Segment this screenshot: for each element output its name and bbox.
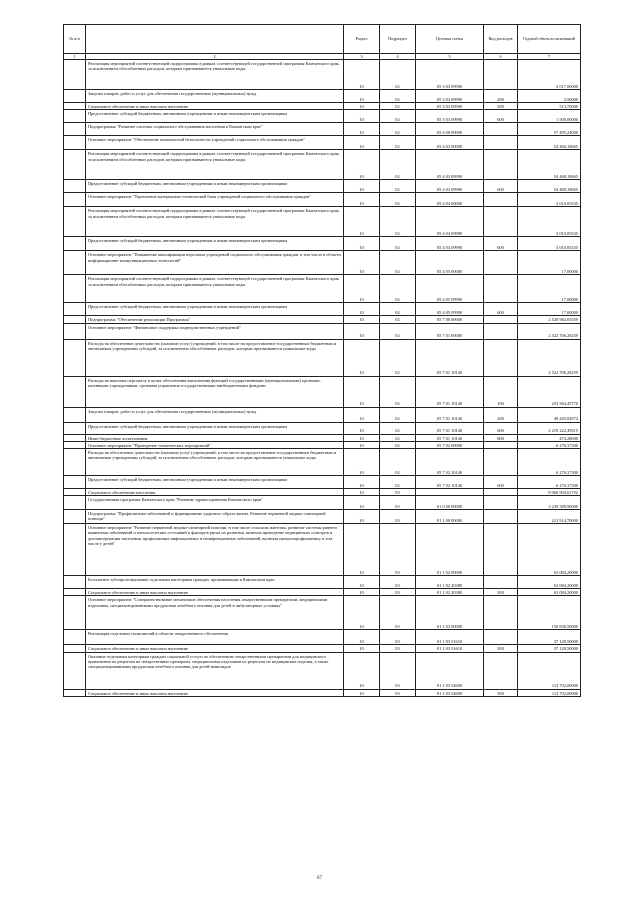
cell-name: Реализация мероприятий соответствующей подпрограммы в рамках соответствующей государственной программы Камчатского края, за исключением обособленных расходов, которым присваиваются уникальные коды [86,60,344,90]
cell-razdel: 10 [344,339,380,376]
table-row [64,323,581,339]
header-number: 2 [86,54,344,60]
cell-podrazdel: 02 [380,193,416,207]
cell-target-article: 01 1 03 54600 [416,652,484,689]
cell-razdel: 10 [344,576,380,589]
cell-amount: 3 010,05335 [518,237,581,251]
cell-name: Социальное обеспечение и иные выплаты населению [86,589,344,596]
cell-target-article: 01 1 02 20380 [416,589,484,596]
table-row [64,103,581,110]
cell-name: Подпрограмма "Обеспечение реализации Программы" [86,316,344,323]
cell-name: Реализация отдельных полномочий в области лекарственного обеспечения [86,630,344,645]
cell-podrazdel: 03 [380,652,416,689]
cell-name: Социальное обеспечение и иные выплаты населению [86,689,344,696]
page-number: 67 [317,876,322,881]
table-row [64,589,581,596]
cell-expense-type: 600 [484,303,518,316]
table-row [64,510,581,524]
cell-name: Основное мероприятие "Развитие первичной медико-санитарной помощи, в том числе сельским жителям, развитие системы раннего выявления заболеваний и патологических состояний и факторов риска их развития, включая проведение медицинских осмотров и диспансеризации населения, профилактика инфекционных и неинфекционных заболеваний, включая иммунопрофилактику, в том числе у детей" [86,524,344,576]
cell-amount: 113 702,00000 [518,652,581,689]
cell-num [64,476,86,489]
cell-name: Закупка товаров, работ и услуг для обеспечения государственных (муниципальных) нужд [86,90,344,103]
header-number: 4 [380,54,416,60]
cell-razdel: 10 [344,193,380,207]
cell-num [64,150,86,180]
cell-razdel: 10 [344,510,380,524]
cell-target-article: 05 4 03 09990 [416,180,484,193]
cell-num [64,652,86,689]
table-row [64,476,581,489]
cell-razdel: 10 [344,303,380,316]
table-row [64,207,581,237]
budget-table-sheet [63,24,580,697]
cell-name: Реализация мероприятий соответствующей подпрограммы в рамках соответствующей государственной программы Камчатского края, за исключением обособленных расходов, которым присваиваются уникальные коды [86,207,344,237]
cell-podrazdel: 03 [380,496,416,510]
cell-target-article: 01 1 00 00000 [416,510,484,524]
cell-num [64,589,86,596]
header-number: 5 [416,54,484,60]
header-expense-type: Вид расходов [484,25,518,54]
cell-num [64,376,86,407]
table-row [64,630,581,645]
cell-amount: 6 276,37300 [518,449,581,476]
cell-podrazdel: 02 [380,476,416,489]
table-row [64,90,581,103]
cell-target-article: 05 4 05 09990 [416,275,484,303]
header-number: 3 [344,54,380,60]
cell-expense-type [484,193,518,207]
cell-num [64,407,86,422]
cell-amount: 150 830,50000 [518,596,581,630]
cell-name: Бесплатное зубопротезирование отдельным категориям граждан, проживающим в Камчатском крае [86,576,344,589]
cell-razdel: 10 [344,422,380,434]
cell-num [64,339,86,376]
cell-amount: 63 084,20000 [518,589,581,596]
cell-num [64,60,86,90]
cell-target-article: 05 4 04 09990 [416,207,484,237]
cell-amount: 474,28000 [518,434,581,441]
cell-expense-type: 600 [484,422,518,434]
cell-razdel: 10 [344,596,380,630]
table-row [64,652,581,689]
cell-expense-type: 300 [484,103,518,110]
cell-razdel: 10 [344,123,380,136]
cell-name: Иные бюджетные ассигнования [86,434,344,441]
cell-num [64,524,86,576]
table-row [64,180,581,193]
cell-amount: 37 128,50000 [518,630,581,645]
header-number: 6 [484,54,518,60]
cell-razdel: 10 [344,524,380,576]
cell-name: Основное мероприятие "Финансовое поддержка подведомственных учреждений" [86,323,344,339]
cell-expense-type: 200 [484,407,518,422]
cell-target-article: 01 0 00 00000 [416,496,484,510]
cell-name: Подпрограмма "Развитие системы социального обслуживания населения в Камчатском крае" [86,123,344,136]
cell-expense-type [484,652,518,689]
cell-target-article: 05 4 04 09990 [416,237,484,251]
cell-name: Социальное обеспечение и иные выплаты населению [86,645,344,652]
cell-name: Закупка товаров, работ и услуг для обеспечения государственных (муниципальных) нужд [86,407,344,422]
header-num: № п/п [64,25,86,54]
cell-podrazdel: 02 [380,303,416,316]
cell-target-article [416,489,484,496]
cell-amount: 63 084,20000 [518,576,581,589]
cell-amount: 54 468,18665 [518,150,581,180]
cell-razdel: 10 [344,476,380,489]
cell-podrazdel: 02 [380,407,416,422]
table-row [64,110,581,123]
cell-num [64,316,86,323]
cell-amount: 2 017,00000 [518,60,581,90]
cell-num [64,496,86,510]
cell-expense-type: 600 [484,180,518,193]
cell-name: Основное мероприятие "Совершенствование механизмов обеспечения населения лекарственными препаратами, медицинскими изделиями, специализированными продуктами лечебного питания для детей в амбулаторных условиях" [86,596,344,630]
table-row [64,441,581,448]
cell-name: Предоставление субсидий бюджетным, автономным учреждениям и иным некоммерческим организациям [86,180,344,193]
cell-target-article: 05 7 01 10140 [416,376,484,407]
cell-target-article: 05 4 05 09990 [416,303,484,316]
cell-target-article: 01 1 02 00000 [416,524,484,576]
cell-razdel: 10 [344,207,380,237]
cell-podrazdel: 02 [380,441,416,448]
cell-num [64,237,86,251]
cell-expense-type [484,524,518,576]
cell-razdel: 10 [344,441,380,448]
table-row [64,596,581,630]
cell-name: Основное мероприятие "Обеспечение комплексной безопасности учреждений социального обслуживания граждан" [86,136,344,150]
table-row [64,303,581,316]
cell-amount: 3 239 589,90000 [518,496,581,510]
table-row [64,251,581,275]
cell-amount: 513,70000 [518,103,581,110]
cell-target-article: 05 7 02 10140 [416,476,484,489]
cell-expense-type: 600 [484,237,518,251]
cell-name: Основное мероприятие "Укрепление материально-технической базы учреждений социального обслуживания граждан" [86,193,344,207]
cell-num [64,193,86,207]
cell-expense-type: 800 [484,434,518,441]
cell-podrazdel: 02 [380,251,416,275]
cell-target-article: 01 1 03 54600 [416,689,484,696]
cell-expense-type [484,136,518,150]
table-row [64,496,581,510]
cell-num [64,103,86,110]
table-row [64,193,581,207]
cell-podrazdel: 03 [380,489,416,496]
table-row [64,645,581,652]
cell-amount: 113 702,00000 [518,689,581,696]
cell-podrazdel: 03 [380,524,416,576]
cell-num [64,123,86,136]
table-row [64,376,581,407]
cell-target-article: 05 7 01 10140 [416,339,484,376]
cell-razdel: 10 [344,449,380,476]
cell-amount: 63 084,20000 [518,524,581,576]
cell-num [64,275,86,303]
cell-razdel: 10 [344,645,380,652]
cell-target-article: 01 1 03 51610 [416,645,484,652]
cell-amount: 54 468,18665 [518,136,581,150]
cell-amount: 2 528 982,65559 [518,316,581,323]
cell-expense-type [484,496,518,510]
cell-name: Оказание отдельным категориям граждан социальной услуги по обеспечению лекарственными препаратами для медицинского применения по рецептам на лекарственные препараты, медицинскими изделиями по рецептам на медицинские изделия, а также специализированными продуктами лечебного питания для детей-инвалидов [86,652,344,689]
cell-amount: 253 564,45770 [518,376,581,407]
cell-podrazdel: 02 [380,275,416,303]
cell-expense-type: 300 [484,689,518,696]
cell-amount: 17,00000 [518,275,581,303]
cell-amount: 2 522 706,28259 [518,323,581,339]
cell-target-article: 05 4 03 00000 [416,136,484,150]
cell-expense-type [484,449,518,476]
cell-podrazdel: 03 [380,510,416,524]
cell-podrazdel: 02 [380,90,416,103]
cell-target-article: 01 1 03 00000 [416,596,484,630]
cell-podrazdel: 02 [380,339,416,376]
cell-razdel: 10 [344,237,380,251]
cell-razdel: 10 [344,630,380,645]
header-number: 1 [64,54,86,60]
cell-podrazdel: 03 [380,576,416,589]
cell-razdel: 10 [344,689,380,696]
cell-target-article: 05 3 03 09990 [416,90,484,103]
cell-razdel: 10 [344,407,380,422]
cell-podrazdel: 03 [380,645,416,652]
cell-expense-type [484,489,518,496]
table-row [64,60,581,90]
cell-razdel: 10 [344,180,380,193]
header-target-article: Целевая статья [416,25,484,54]
cell-expense-type [484,60,518,90]
cell-name: Социальное обеспечение и иные выплаты населению [86,103,344,110]
cell-amount: 17,00000 [518,251,581,275]
header-row [64,25,581,54]
cell-razdel: 10 [344,275,380,303]
table-row [64,136,581,150]
cell-num [64,303,86,316]
table-row [64,422,581,434]
table-row [64,434,581,441]
cell-podrazdel: 02 [380,376,416,407]
cell-podrazdel: 02 [380,237,416,251]
cell-razdel: 10 [344,434,380,441]
cell-razdel: 10 [344,90,380,103]
cell-podrazdel: 02 [380,103,416,110]
cell-expense-type [484,339,518,376]
cell-amount: 6 276,37300 [518,476,581,489]
cell-expense-type [484,576,518,589]
cell-num [64,323,86,339]
header-name [86,25,344,54]
cell-expense-type: 200 [484,90,518,103]
cell-amount: 2 522 706,28259 [518,339,581,376]
cell-target-article: 05 7 01 00000 [416,323,484,339]
cell-podrazdel: 02 [380,136,416,150]
cell-num [64,449,86,476]
cell-num [64,645,86,652]
cell-name: Предоставление субсидий бюджетным, автономным учреждениям и иным некоммерческим организациям [86,422,344,434]
cell-num [64,90,86,103]
cell-num [64,180,86,193]
cell-target-article: 05 3 03 09990 [416,60,484,90]
cell-name: Предоставление субсидий бюджетным, автономным учреждениям и иным некоммерческим организациям [86,110,344,123]
cell-amount: 6 276,37300 [518,441,581,448]
cell-num [64,251,86,275]
cell-target-article: 01 1 03 51610 [416,630,484,645]
cell-expense-type [484,441,518,448]
cell-target-article: 05 4 04 00000 [416,193,484,207]
cell-razdel: 10 [344,323,380,339]
cell-podrazdel: 03 [380,689,416,696]
cell-podrazdel: 02 [380,150,416,180]
cell-expense-type [484,123,518,136]
table-row [64,150,581,180]
cell-num [64,110,86,123]
cell-target-article: 05 3 03 09990 [416,110,484,123]
cell-razdel: 10 [344,316,380,323]
cell-target-article: 05 3 03 09990 [416,103,484,110]
table-row [64,576,581,589]
cell-amount: 3 010,05335 [518,193,581,207]
cell-podrazdel: 03 [380,630,416,645]
cell-name: Реализация мероприятий соответствующей подпрограммы в рамках соответствующей государственной программы Камчатского края, за исключением обособленных расходов, которым присваиваются уникальные коды [86,275,344,303]
cell-name: Предоставление субсидий бюджетным, автономным учреждениям и иным некоммерческим организациям [86,237,344,251]
cell-target-article: 05 7 00 00000 [416,316,484,323]
cell-amount: 8 066 904,61752 [518,489,581,496]
cell-podrazdel: 03 [380,596,416,630]
cell-razdel: 10 [344,496,380,510]
cell-num [64,630,86,645]
cell-expense-type: 100 [484,376,518,407]
cell-podrazdel: 03 [380,589,416,596]
cell-expense-type [484,323,518,339]
cell-amount: 3,50000 [518,90,581,103]
table-row [64,237,581,251]
cell-num [64,136,86,150]
cell-num [64,441,86,448]
cell-podrazdel: 02 [380,207,416,237]
cell-podrazdel: 02 [380,449,416,476]
cell-podrazdel: 02 [380,110,416,123]
table-row [64,489,581,496]
cell-name: Государственная программа Камчатского края "Развитие здравоохранения Камчатского края" [86,496,344,510]
cell-amount: 2 219 222,49515 [518,422,581,434]
cell-razdel: 10 [344,489,380,496]
cell-amount: 3 010,05335 [518,207,581,237]
cell-num [64,489,86,496]
budget-table [63,24,581,697]
cell-expense-type [484,275,518,303]
cell-num [64,434,86,441]
table-row [64,275,581,303]
cell-expense-type: 300 [484,645,518,652]
cell-amount: 213 914,70000 [518,510,581,524]
cell-target-article: 05 4 05 00000 [416,251,484,275]
cell-amount: 57 495,24000 [518,123,581,136]
table-row [64,316,581,323]
cell-razdel: 10 [344,110,380,123]
cell-name: Социальное обеспечение населения [86,489,344,496]
cell-podrazdel: 02 [380,316,416,323]
cell-expense-type [484,207,518,237]
cell-target-article: 05 7 01 10140 [416,434,484,441]
cell-podrazdel: 02 [380,60,416,90]
cell-expense-type [484,316,518,323]
cell-razdel: 10 [344,376,380,407]
cell-num [64,689,86,696]
cell-expense-type [484,251,518,275]
cell-target-article: 05 7 01 10140 [416,407,484,422]
cell-name: Предоставление субсидий бюджетным, автономным учреждениям и иным некоммерческим организациям [86,303,344,316]
cell-num [64,207,86,237]
header-number: 7 [518,54,581,60]
cell-podrazdel: 02 [380,323,416,339]
table-row [64,449,581,476]
cell-expense-type: 600 [484,110,518,123]
cell-amount: 1 500,00000 [518,110,581,123]
cell-target-article: 01 1 02 20380 [416,576,484,589]
cell-target-article: 05 4 00 00000 [416,123,484,136]
cell-target-article: 05 7 02 00000 [416,441,484,448]
cell-target-article: 05 7 01 10140 [416,422,484,434]
table-row [64,689,581,696]
cell-name: Подпрограмма "Профилактика заболеваний и формирование здорового образа жизни. Развитие первичной медико-санитарной помощи" [86,510,344,524]
cell-target-article: 05 7 02 10140 [416,449,484,476]
cell-name: Расходы на выплаты персоналу в целях обеспечения выполнения функций государственными (муниципальными) органами, казенными учреждениями, органами управления государственными внебюджетными фондами [86,376,344,407]
cell-amount: 49 445,04974 [518,407,581,422]
cell-target-article: 05 4 03 09990 [416,150,484,180]
cell-expense-type [484,510,518,524]
cell-num [64,596,86,630]
table-body [64,60,581,697]
cell-expense-type [484,630,518,645]
cell-expense-type: 600 [484,476,518,489]
cell-amount: 17,00000 [518,303,581,316]
cell-name: Расходы на обеспечение деятельности (оказание услуг) учреждений, в том числе на предоставление государственным бюджетным и автономным учреждениям субсидий, за исключением обособленных расходов, которым присваиваются уникальные коды [86,449,344,476]
cell-num [64,422,86,434]
cell-expense-type [484,150,518,180]
cell-num [64,576,86,589]
header-razdel: Раздел [344,25,380,54]
cell-expense-type: 300 [484,589,518,596]
table-row [64,524,581,576]
cell-name: Реализация мероприятий соответствующей подпрограммы в рамках соответствующей государственной программы Камчатского края, за исключением обособленных расходов, которым присваиваются уникальные коды [86,150,344,180]
table-row [64,123,581,136]
table-row [64,339,581,376]
header-podrazdel: Подраздел [380,25,416,54]
cell-amount: 54 468,18665 [518,180,581,193]
cell-razdel: 10 [344,60,380,90]
cell-name: Расходы на обеспечение деятельности (оказание услуг) учреждений, в том числе на предоставление государственным бюджетным и автономным учреждениям субсидий, за исключением обособленных расходов, которым присваиваются уникальные коды [86,339,344,376]
cell-podrazdel: 02 [380,180,416,193]
cell-razdel: 10 [344,589,380,596]
cell-podrazdel: 02 [380,434,416,441]
cell-name: Предоставление субсидий бюджетным, автономным учреждениям и иным некоммерческим организациям [86,476,344,489]
table-row [64,407,581,422]
cell-num [64,510,86,524]
cell-podrazdel: 02 [380,123,416,136]
cell-razdel: 10 [344,251,380,275]
cell-razdel: 10 [344,136,380,150]
cell-razdel: 10 [344,103,380,110]
header-annual-amount: Годовой объем ассигнований [518,25,581,54]
cell-razdel: 10 [344,652,380,689]
cell-expense-type [484,596,518,630]
cell-name: Основное мероприятие "Повышение квалификации персонала учреждений социального обслуживания граждан, в том числе в области информационно-коммуникационных технологий" [86,251,344,275]
cell-razdel: 10 [344,150,380,180]
cell-podrazdel: 02 [380,422,416,434]
cell-amount: 37 128,50000 [518,645,581,652]
cell-name: Основное мероприятие "Проведение тематических мероприятий" [86,441,344,448]
